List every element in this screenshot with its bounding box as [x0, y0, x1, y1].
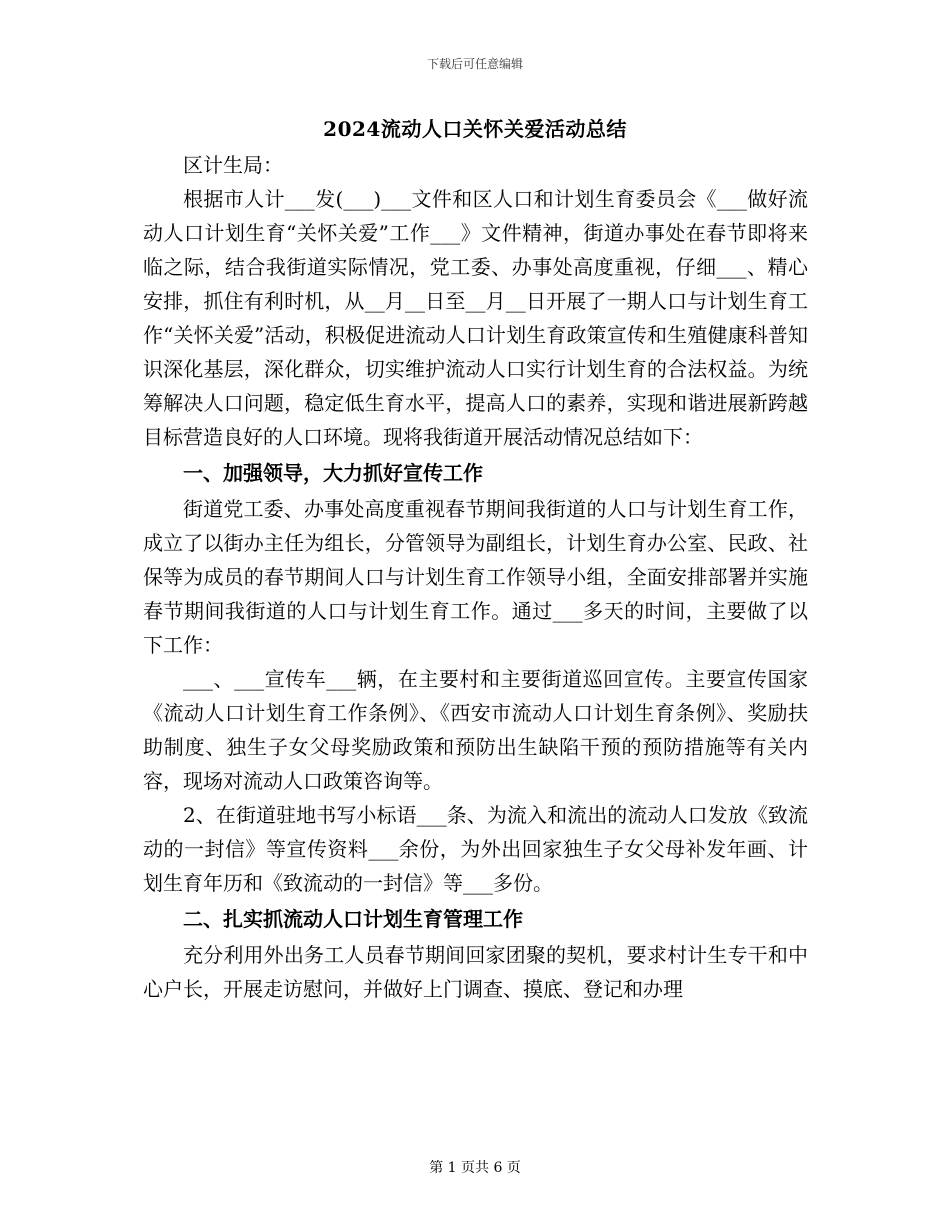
page-footer: 第 1 页共 6 页	[429, 1160, 521, 1176]
section-heading-2: 二、扎实抓流动人口计划生育管理工作	[183, 907, 523, 931]
paragraph-item-1: ___、___宣传车___辆，在主要村和主要街道巡回宣传。主要宣传国家《流动人口计划生育工作条例》、《西安市流动人口计划生育条例》、奖励扶助制度、独生子女父母奖励政策和预防出生缺陷干预的预防措施等有关内容，现场对流动人口政策咨询等。	[143, 667, 808, 793]
header-note: 下载后可任意编辑	[426, 57, 523, 71]
document-title: 2024流动人口关怀关爱活动总结	[323, 117, 627, 141]
paragraph-item-2: 2、在街道驻地书写小标语___条、为流入和流出的流动人口发放《致流动的一封信》等宣传资料___余份，为外出回家独生子女父母补发年画、计划生育年历和《致流动的一封信》等___多份。	[143, 803, 808, 895]
section-heading-1: 一、加强领导，大力抓好宣传工作	[183, 461, 483, 485]
salutation: 区计生局：	[183, 153, 283, 177]
document-body	[143, 148, 808, 1006]
paragraph-intro: 根据市人计___发(___)___文件和区人口和计划生育委员会《___做好流动人口计划生育“关怀关爱”工作___》文件精神，街道办事处在春节即将来临之际，结合我街道实际情况，党工委、办事处高度重视，仔细___、精心安排，抓住有利时机，从__月__日至__月__日开展了一期人口与计划生育工作“关怀关爱”活动，积极促进流动人口计划生育政策宣传和生殖健康科普知识深化基层，深化群众，切实维护流动人口实行计划生育的合法权益。为统筹解决人口问题，稳定低生育水平，提高人口的素养，实现和谐进展新跨越目标营造良好的人口环境。现将我街道开展活动情况总结如下：	[143, 187, 808, 449]
paragraph-leadership: 街道党工委、办事处高度重视春节期间我街道的人口与计划生育工作，成立了以街办主任为组长，分管领导为副组长，计划生育办公室、民政、社保等为成员的春节期间人口与计划生育工作领导小组，全面安排部署并实施春节期间我街道的人口与计划生育工作。通过___多天的时间，主要做了以下工作：	[143, 497, 808, 657]
paragraph-management: 充分利用外出务工人员春节期间回家团聚的契机，要求村计生专干和中心户长，开展走访慰问，并做好上门调查、摸底、登记和办理	[143, 943, 808, 1001]
